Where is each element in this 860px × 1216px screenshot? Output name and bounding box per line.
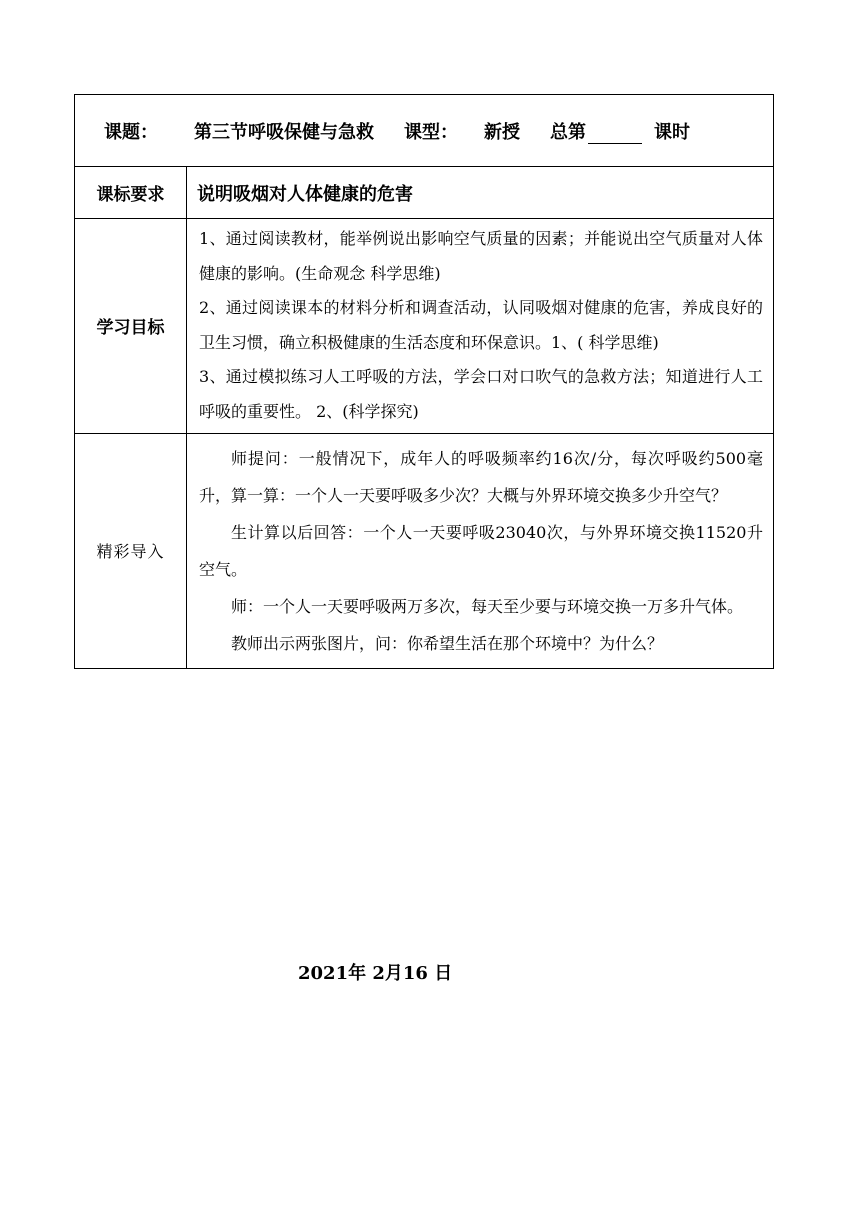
goal-item: 1、通过阅读教材，能举例说出影响空气质量的因素；并能说出空气质量对人体健康的影响。(生命观念 科学思维) <box>199 229 763 283</box>
goals-content <box>187 219 774 434</box>
intro-paragraph: 师：一个人一天要呼吸两万多次，每天至少要与环境交换一万多升气体。 <box>231 596 744 616</box>
intro-paragraph: 师提问：一般情况下，成年人的呼吸频率约16次/分，每次呼吸约500毫升，算一算：一个人一天要呼吸多少次？大概与外界环境交换多少升空气？ <box>199 448 763 505</box>
intro-paragraph: 教师出示两张图片，问：你希望生活在那个环境中？为什么？ <box>231 633 664 653</box>
lesson-type: 新授 <box>484 121 520 143</box>
intro-row <box>75 433 774 668</box>
total-suffix: 课时 <box>654 121 690 143</box>
intro-content <box>187 433 774 668</box>
lesson-topic: 第三节呼吸保健与急救 <box>194 121 374 143</box>
topic-label: 课题： <box>104 121 158 143</box>
goal-item: 2、通过阅读课本的材料分析和调查活动，认同吸烟对健康的危害，养成良好的卫生习惯，确立积极健康的生活态度和环保意识。1、( 科学思维) <box>199 298 763 352</box>
total-blank-line <box>588 127 642 144</box>
intro-label: 精彩导入 <box>75 433 187 668</box>
intro-paragraph: 生计算以后回答：一个人一天要呼吸23040次，与外界环境交换11520升空气。 <box>199 522 763 579</box>
goal-item: 3、通过模拟练习人工呼吸的方法，学会口对口吹气的急救方法；知道进行人工呼吸的重要性。 2、(科学探究) <box>199 367 763 421</box>
requirements-label: 课标要求 <box>75 167 187 219</box>
lesson-plan-table <box>74 94 774 669</box>
document-date: 2021年 2月16 日 <box>298 963 453 984</box>
goals-label: 学习目标 <box>75 219 187 434</box>
title-cell <box>75 95 774 167</box>
requirements-text: 说明吸烟对人体健康的危害 <box>187 167 774 219</box>
total-prefix: 总第 <box>550 121 586 143</box>
lesson-type-label: 课型： <box>404 121 458 143</box>
title-row <box>75 95 774 167</box>
requirements-row <box>75 167 774 219</box>
goals-row <box>75 219 774 434</box>
